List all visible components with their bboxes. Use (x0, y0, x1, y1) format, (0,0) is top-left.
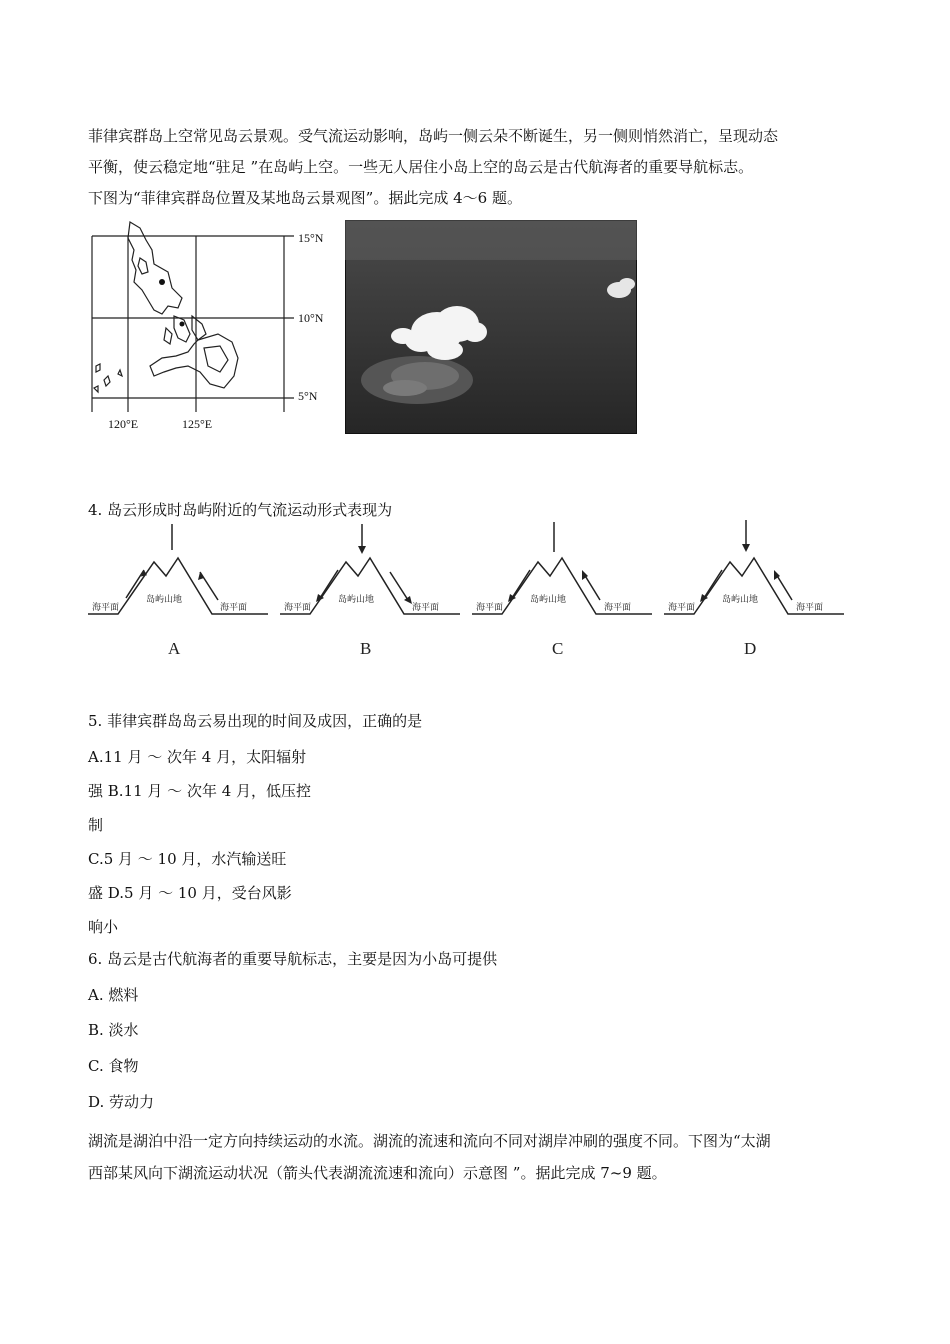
island-cloud-photo (345, 220, 637, 434)
intro-line-2: 平衡，使云稳定地“驻足 ”在岛屿上空。一些无人居住小岛上空的岛云是古代航海者的重要导航标志。 (88, 158, 754, 176)
q5-line-b: 强 B.11 月 ～ 次年 4 月，低压控 (88, 782, 312, 800)
q5-line-d: C.5 月 ～ 10 月，水汽输送旺 (88, 850, 287, 868)
passage2-line-2: 西部某风向下湖流运动状况（箭头代表湖流流速和流向）示意图 ”。据此完成 7~9 题。 (88, 1164, 667, 1182)
mountain-label-d: 岛屿山地 (722, 595, 759, 605)
lat-label-10: 10°N (298, 311, 324, 325)
option-label-a: A (168, 639, 181, 658)
q4-stem: 4. 岛云形成时岛屿附近的气流运动形式表现为 (88, 501, 393, 519)
intro-line-1: 菲律宾群岛上空常见岛云景观。受气流运动影响，岛屿一侧云朵不断诞生，另一侧则悄然消亡，呈现动态 (88, 127, 779, 145)
option-label-b: B (360, 639, 372, 658)
sea-label-right-a: 海平面 (220, 603, 248, 613)
q6-option-a: A. 燃料 (88, 986, 139, 1004)
passage2-line-1: 湖流是湖泊中沿一定方向持续运动的水流。湖流的流速和流向不同对湖岸冲刷的强度不同。下图为“太湖 (88, 1132, 771, 1150)
diagram-a (88, 518, 270, 664)
q6-option-d: D. 劳动力 (88, 1093, 155, 1111)
lat-label-5: 5°N (298, 389, 318, 403)
sea-label-left-d: 海平面 (668, 603, 696, 613)
q5-line-e: 盛 D.5 月 ～ 10 月，受台风影 (88, 884, 292, 902)
intro-line-3: 下图为“菲律宾群岛位置及某地岛云景观图”。据此完成 4～6 题。 (88, 189, 522, 207)
q6-option-b: B. 淡水 (88, 1021, 139, 1039)
diagram-c (472, 518, 654, 664)
lat-label-15: 15°N (298, 231, 324, 245)
diagram-b (280, 518, 462, 664)
sea-label-right-b: 海平面 (412, 603, 440, 613)
sea-label-left-a: 海平面 (92, 603, 120, 613)
mountain-label-a: 岛屿山地 (146, 595, 183, 605)
diagram-d (664, 518, 846, 664)
sea-label-right-d: 海平面 (796, 603, 824, 613)
lon-label-120: 120°E (108, 417, 139, 431)
q5-line-f: 响小 (88, 918, 119, 936)
q5-stem: 5. 菲律宾群岛岛云易出现的时间及成因，正确的是 (88, 712, 423, 730)
q6-stem: 6. 岛云是古代航海者的重要导航标志，主要是因为小岛可提供 (88, 950, 498, 968)
option-label-d: D (744, 639, 757, 658)
sea-label-left-b: 海平面 (284, 603, 312, 613)
mountain-label-b: 岛屿山地 (338, 595, 375, 605)
q5-line-c: 制 (88, 816, 104, 834)
q6-option-c: C. 食物 (88, 1057, 139, 1075)
q5-line-a: A.11 月 ～ 次年 4 月，太阳辐射 (88, 748, 307, 766)
mountain-label-c: 岛屿山地 (530, 595, 567, 605)
philippines-map (88, 216, 338, 436)
sea-label-left-c: 海平面 (476, 603, 504, 613)
option-label-c: C (552, 639, 564, 658)
lon-label-125: 125°E (182, 417, 213, 431)
sea-label-right-c: 海平面 (604, 603, 632, 613)
